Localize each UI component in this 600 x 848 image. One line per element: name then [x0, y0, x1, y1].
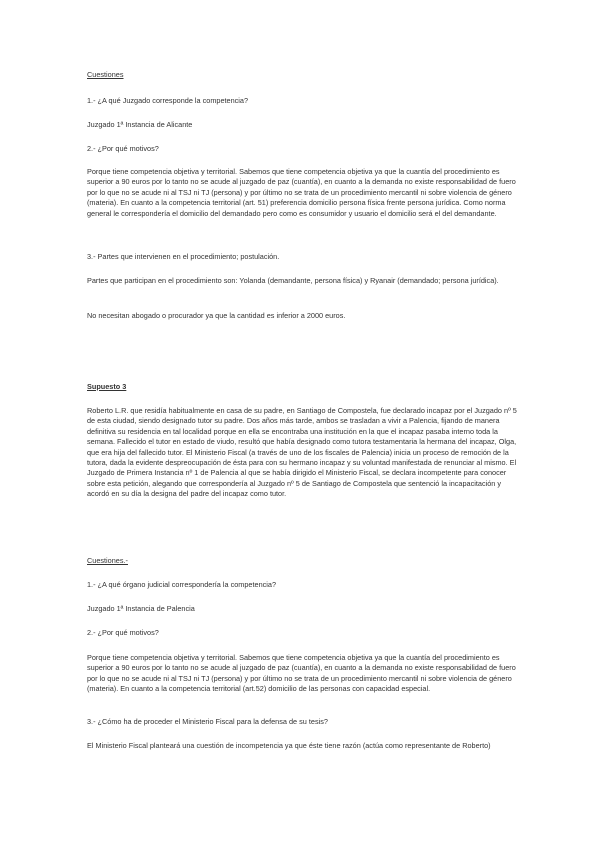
- section1-question-2: 2.- ¿Por qué motivos?: [87, 144, 159, 153]
- section2-question-2: 2.- ¿Por qué motivos?: [87, 628, 159, 637]
- section2-answer-2: Porque tiene competencia objetiva y territorial. Sabemos que tiene competencia objetiva ya que la cuantía del procedimiento es superior a 90 euros por lo tanto no se acude al juzgado de paz (cuantía), en cuanto a la demanda no existe responsabilidad de fuero por lo que no se acude ni al TSJ ni TJ (persona) y por último no se trata de un procedimiento mercantil ni sobre violencia de género (materia). En cuanto a la competencia territorial (art.52) domicilio de las personas con capacidad especial.: [87, 653, 516, 694]
- section1-question-3: 3.- Partes que intervienen en el procedimiento; postulación.: [87, 252, 280, 261]
- section2-question-3: 3.- ¿Cómo ha de proceder el Ministerio Fiscal para la defensa de su tesis?: [87, 717, 328, 726]
- section2-question-1: 1.- ¿A qué órgano judicial correspondería la competencia?: [87, 580, 277, 589]
- section1-question-1: 1.- ¿A qué Juzgado corresponde la competencia?: [87, 96, 249, 105]
- section1-answer-1: Juzgado 1ª Instancia de Alicante: [87, 120, 193, 129]
- section1-heading: Cuestiones: [87, 70, 124, 79]
- section2-answer-1: Juzgado 1ª Instancia de Palencia: [87, 604, 195, 613]
- section1-answer-2: Porque tiene competencia objetiva y territorial. Sabemos que tiene competencia objetiva ya que la cuantía del procedimiento es superior a 90 euros por lo tanto no se acude al juzgado de paz (cuantía), en cuanto a la demanda no existe responsabilidad de fuero por lo que no se acude ni al TSJ ni TJ (persona) y por último no se trata de un procedimiento mercantil ni sobre violencia de género (materia). En cuanto a la competencia territorial (art. 51) preferencia domicilio persona física frente persona jurídica. Como norma general le correspondería el domicilio del demandado pero como es consumidor y usuario el domicilio será el del demandante.: [87, 167, 516, 218]
- supuesto-3-body: Roberto L.R. que residía habitualmente en casa de su padre, en Santiago de Compostela, fue declarado incapaz por el Juzgado nº 5 de esta ciudad, siendo designado tutor su padre. Dos años más tarde, ambos se trasladan a vivir a Palencia, fijando de manera definitiva su residencia en tal localidad porque en ella se encontraba una institución en la que el incapaz pasaba interno toda la semana. Fallecido el tutor en estado de viudo, resultó que había designado como tutora testamentaria la hermana del incapaz, Olga, que era hija del fallecido tutor. El Ministerio Fiscal (a través de uno de los fiscales de Palencia) inicia un proceso de remoción de la tutora, dada la evidente despreocupación de ésta para con su hermano incapaz y su voluntad manifestada de renunciar al mismo. El Juzgado de Primera Instancia nº 1 de Palencia al que se había dirigido el Ministerio Fiscal, se declara incompetente para conocer sobre esta petición, alegando que correspondería al Juzgado nº 5 de Santiago de Compostela que sentenció la incapacitación y acordó en su día la designa del padre del incapaz como tutor.: [87, 406, 517, 499]
- section1-answer-3b: No necesitan abogado o procurador ya que la cantidad es inferior a 2000 euros.: [87, 311, 346, 320]
- supuesto-3-heading: Supuesto 3: [87, 382, 127, 391]
- section2-answer-3: El Ministerio Fiscal planteará una cuestión de incompetencia ya que éste tiene razón (actúa como representante de Roberto): [87, 741, 491, 750]
- section2-heading: Cuestiones.-: [87, 556, 128, 565]
- section1-answer-3: Partes que participan en el procedimiento son: Yolanda (demandante, persona física) y Ryanair (demandado; persona jurídica).: [87, 276, 499, 285]
